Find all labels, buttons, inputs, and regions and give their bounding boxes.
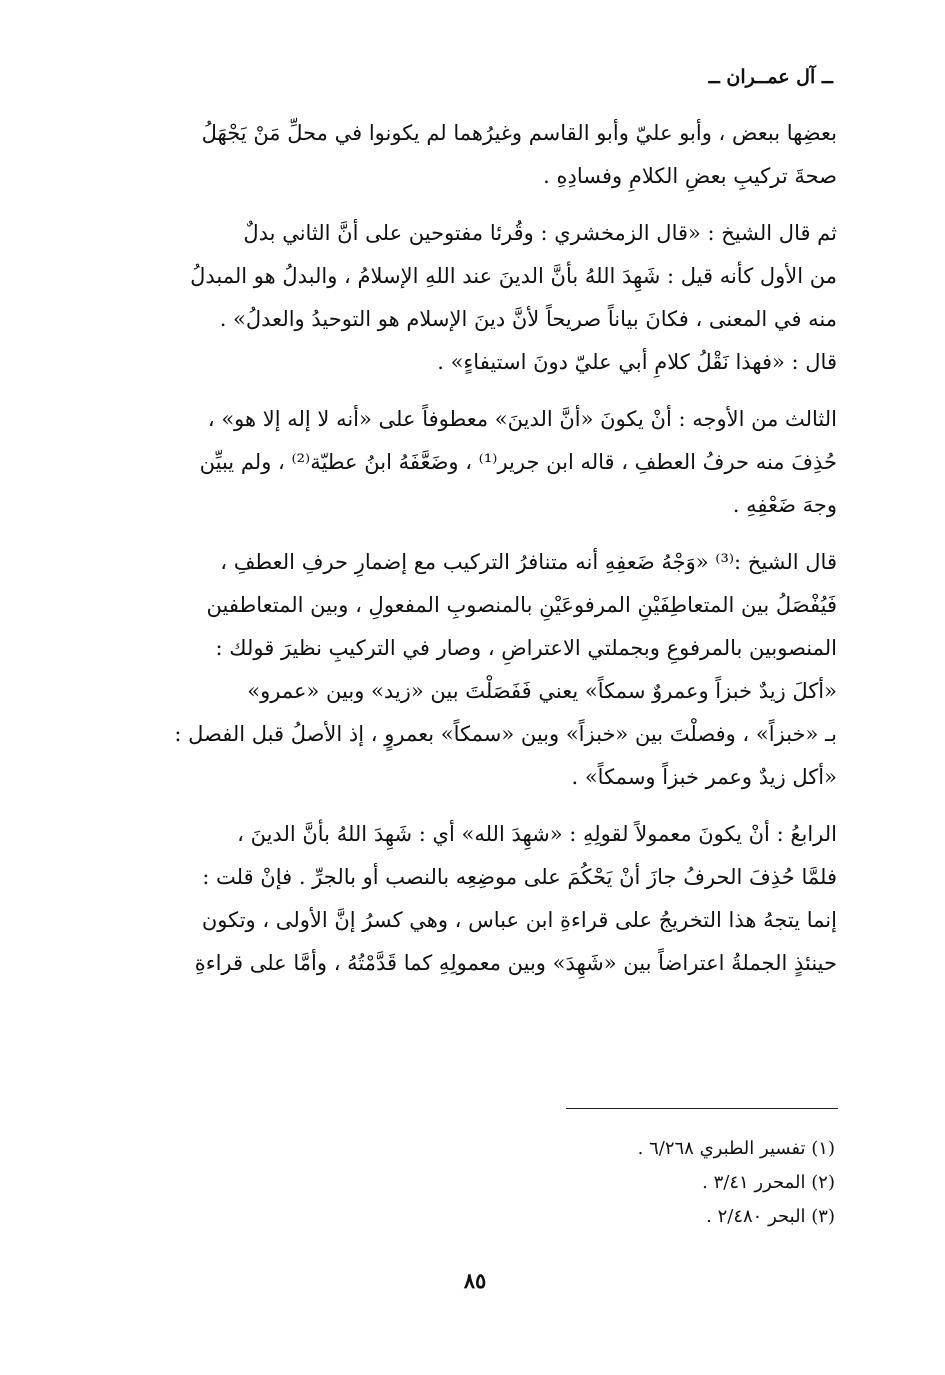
footnote-divider (566, 1108, 838, 1109)
text-line: المنصوبين بالمرفوعِ وبجملتي الاعتراضِ ، وصار في التركيبِ نظيرَ قولك : (215, 636, 837, 660)
text-line: الرابعُ : أنْ يكونَ معمولاً لقولِهِ : «شهِدَ الله» أي : شَهِدَ اللهُ بأنَّ الدينَ ، (237, 822, 837, 846)
text-line: إنما يتجهُ هذا التخريجُ على قراءةِ ابن عباس ، وهي كسرُ إنَّ الأولى ، وتكون (201, 908, 837, 932)
text-line: «أكل زيدٌ وعمر خبزاً وسمكاً» . (571, 765, 837, 789)
paragraph-2 (107, 212, 837, 384)
page-number: ٨٥ (463, 1268, 487, 1293)
paragraph-gap (107, 799, 837, 813)
paragraph-3 (107, 398, 837, 527)
paragraph-gap (107, 527, 837, 541)
footnote-3: (٣) البحر ٢/٤٨٠ . (706, 1206, 835, 1227)
text-line: ثم قال الشيخ : «قال الزمخشري : وقُرئا مفتوحين على أنَّ الثاني بدلٌ (243, 221, 837, 245)
text-line: «أكلَ زيدٌ خبزاً وعمروٌ سمكاً» يعني فَفَصَلْتَ بين «زيد» وبين «عمرو» (247, 679, 837, 703)
running-header: ــ آل عمــران ــ (708, 66, 833, 88)
footnote-1: (١) تفسير الطبري ٦/٢٦٨ . (637, 1138, 835, 1159)
text-line: قال : «فهذا نَقْلُ كلامِ أبي عليّ دونَ استيفاءٍ» . (437, 350, 837, 374)
text-line: الثالث من الأوجه : أنْ يكونَ «أنَّ الدينَ» معطوفاً على «أنه لا إله إلا هو» ، (207, 407, 837, 431)
footnote-2: (٢) المحرر ٣/٤١ . (702, 1172, 835, 1193)
paragraph-5 (107, 813, 837, 985)
text-line: منه في المعنى ، فكانَ بياناً صريحاً لأنَّ دينَ الإسلام هو التوحيدُ والعدلُ» . (219, 307, 837, 331)
paragraph-gap (107, 384, 837, 398)
paragraph-gap (107, 198, 837, 212)
paragraph-4 (107, 541, 837, 799)
text-line: صحةَ تركيبِ بعضِ الكلامِ وفسادِهِ . (543, 164, 837, 188)
footnotes (335, 1132, 835, 1234)
text-line: بعضِها ببعض ، وأبو عليّ وأبو القاسم وغيرُهما لم يكونوا في محلِّ مَنْ يَجْهَلُ (201, 121, 837, 145)
text-line: حُذِفَ منه حرفُ العطفِ ، قاله ابن جرير⁽¹⁾ ، وضَعَّفَهُ ابنُ عطيّة⁽²⁾ ، ولم يبيِّن (199, 450, 837, 474)
text-line: من الأول كأنه قيل : شَهِدَ اللهُ بأنَّ الدينَ عند اللهِ الإسلامُ ، والبدلُ هو المبدلُ (190, 264, 837, 288)
text-line: بـ «خبزاً» ، وفصلْتَ بين «خبزاً» وبين «سمكاً» بعمروٍ ، إذ الأصلُ قبل الفصل : (174, 722, 837, 746)
text-line: فَيُفْصَلُ بين المتعاطِفَيْنِ المرفوعَيْنِ بالمنصوبِ المفعولِ ، وبين المتعاطفين (206, 593, 837, 617)
body-text (107, 112, 837, 985)
text-line: فلمَّا حُذِفَ الحرفُ جازَ أنْ يَحْكُمَ على موضِعِه بالنصب أو بالجرِّ . فإنْ قلت : (202, 865, 837, 889)
text-line: وجهَ ضَعْفِهِ . (732, 493, 837, 517)
text-line: حينئذٍ الجملةُ اعتراضاً بين «شَهِدَ» وبين معمولِهِ كما قَدَّمْتُهُ ، وأمَّا على قراءةِ (194, 951, 837, 975)
text-line: قال الشيخ :⁽³⁾ «وَجْهُ ضَعفِهِ أنه متنافرُ التركيب مع إضمارِ حرفِ العطفِ ، (220, 550, 837, 574)
paragraph-1 (107, 112, 837, 198)
